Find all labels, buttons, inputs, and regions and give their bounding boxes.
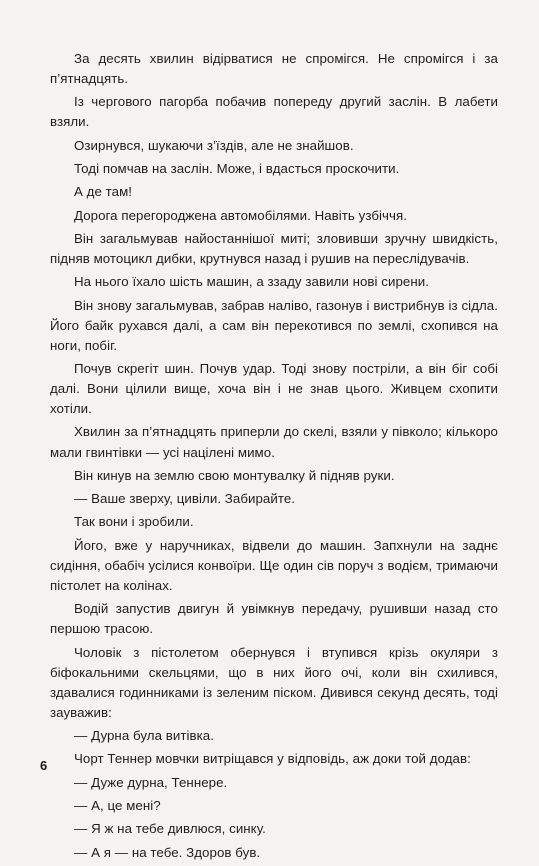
paragraph: Він кинув на землю свою монтувалку й підняв руки. bbox=[74, 467, 395, 483]
paragraph: — А я — на тебе. Здоров був. bbox=[74, 844, 261, 860]
paragraph: Він знову загальмував, забрав наліво, газонув і вистрибнув із сідла. Його байк рухався далі, а сам він перекотився по землі, схопився на ноги, побіг. bbox=[50, 297, 498, 353]
paragraph: Так вони і зробили. bbox=[74, 514, 194, 530]
paragraph: Дорога перегороджена автомобілями. Навіть узбіччя. bbox=[74, 207, 407, 223]
paragraph: Водій запустив двигун й увімкнув передачу, рушивши назад сто першою трасою. bbox=[50, 601, 498, 637]
paragraph: Озирнувся, шукаючи з’їздів, але не знайшов. bbox=[74, 137, 354, 153]
paragraph: Із чергового пагорба побачив попереду другий заслін. В лабети взяли. bbox=[50, 94, 498, 130]
paragraph: Хвилин за п’ятнадцять приперли до скелі, взяли у півколо; кількоро мали гвинтівки — усі націлені мимо. bbox=[50, 424, 498, 460]
paragraph: Чорт Теннер мовчки витріщався у відповідь, аж доки той додав: bbox=[74, 751, 471, 767]
page-text bbox=[50, 49, 498, 866]
paragraph: — А, це мені? bbox=[74, 797, 161, 813]
paragraph: — Дурна була витівка. bbox=[74, 728, 214, 744]
paragraph: — Дуже дурна, Теннере. bbox=[74, 774, 228, 790]
paragraph: Тоді помчав на заслін. Може, і вдасться проскочити. bbox=[74, 161, 400, 177]
paragraph: Він загальмував найостаннішої миті; зловивши зручну швидкість, підняв мотоцикл дибки, крутнувся назад і рушив на переслідувачів. bbox=[50, 230, 498, 266]
paragraph: За десять хвилин відірватися не спромігся. Не спромігся і за п’ятнадцять. bbox=[50, 51, 498, 87]
paragraph: На нього їхало шість машин, а ззаду завили нові сирени. bbox=[74, 274, 429, 290]
paragraph: А де там! bbox=[74, 184, 133, 200]
page-number: 6 bbox=[40, 758, 48, 773]
paragraph: — Я ж на тебе дивлюся, синку. bbox=[74, 821, 266, 837]
paragraph: Чоловік з пістолетом обернувся і втупився крізь окуляри з біфокальними скельцями, що в них його очі, коли він схилився, здавалися годинниками із зеленим піском. Дивився секунд десять, тоді зауважив: bbox=[50, 644, 498, 720]
paragraph: Його, вже у наручниках, відвели до машин. Запхнули на заднє сидіння, обабіч усілися конвоїри. Ще один сів поруч з водієм, тримаючи пістолет на колінах. bbox=[50, 537, 498, 593]
paragraph: Почув скрегіт шин. Почув удар. Тоді знову постріли, а він біг собі далі. Вони цілили вище, хоча він і не знав цього. Живцем схопити хотіли. bbox=[50, 361, 498, 417]
paragraph: — Ваше зверху, цивіли. Забирайте. bbox=[74, 491, 296, 507]
